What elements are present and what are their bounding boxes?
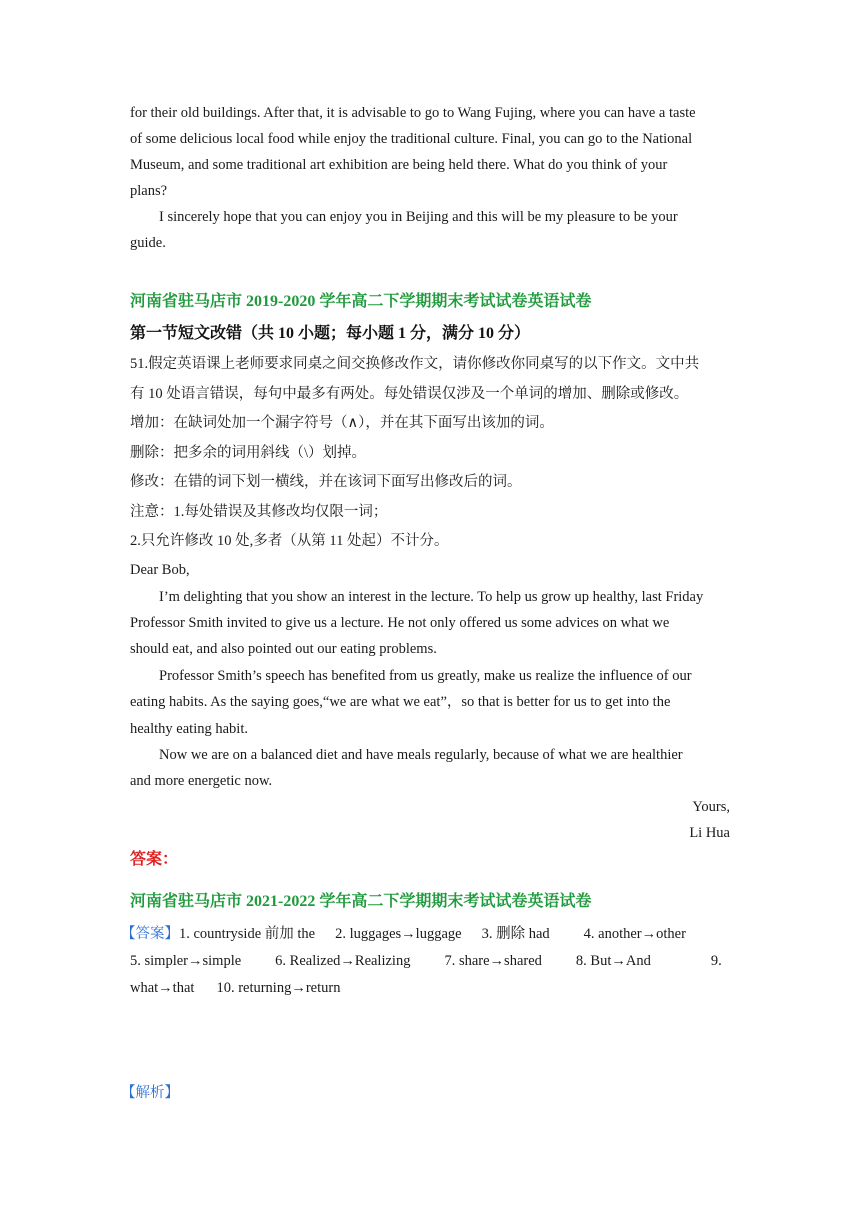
intro-line: Museum, and some traditional art exhibition are being held there. What do you think of your [130, 157, 668, 173]
question-text: 有 10 处语言错误，每句中最多有两处。每处错误仅涉及一个单词的增加、删除或修改。 [130, 385, 689, 402]
letter-line: and more energetic now. [130, 772, 273, 789]
note-1: 注意：1.每处错误及其修改均仅限一词； [130, 503, 388, 520]
question-text: 51.假定英语课上老师要求同桌之间交换修改作文，请你修改你同桌写的以下作文。文中共 [130, 356, 700, 372]
letter-closing: Yours, [692, 798, 730, 815]
letter-line: healthy eating habit. [130, 720, 248, 737]
answer-item: 7. share→shared [444, 953, 542, 969]
answer-item: 1. countryside 前加 the [179, 926, 316, 942]
answer-item: 6. Realized→Realizing [275, 953, 411, 969]
section-2019-2020 [130, 288, 730, 874]
section-2021-2022 [121, 888, 730, 1002]
intro-line: plans? [130, 183, 168, 199]
analysis-tag: 【解析】 [121, 1085, 179, 1101]
letter-line: Now we are on a balanced diet and have meals regularly, because of what we are healthier [159, 746, 683, 763]
section-title: 河南省驻马店市 2021-2022 学年高二下学期期末考试试卷英语试卷 [130, 893, 592, 910]
letter-line: should eat, and also pointed out our eating problems. [130, 640, 437, 657]
answer-item: 3. 删除 had [481, 926, 550, 942]
answer-item: 4. another→other [583, 926, 686, 942]
analysis-section [121, 1080, 730, 1107]
letter-line: eating habits. As the saying goes,“we are what we eat”，so that is better for us to get into the [130, 693, 671, 710]
answer-item: 2. luggages→luggage [335, 926, 462, 942]
letter-signature: Li Hua [689, 824, 730, 841]
rule-delete: 删除：把多余的词用斜线（\）划掉。 [130, 444, 367, 461]
intro-line: of some delicious local food while enjoy the traditional culture. Final, you can go to the National [130, 131, 693, 147]
section-title: 河南省驻马店市 2019-2020 学年高二下学期期末考试试卷英语试卷 [130, 293, 592, 310]
answer-tag: 【答案】 [121, 926, 179, 942]
intro-line: guide. [130, 235, 166, 251]
letter-line: Professor Smith’s speech has benefited from us greatly, make us realize the influence of our [159, 667, 692, 684]
intro-line: I sincerely hope that you can enjoy you in Beijing and this will be my pleasure to be your [159, 209, 678, 225]
letter-line: I’m delighting that you show an interest in the lecture. To help us grow up healthy, last Friday [159, 588, 704, 605]
note-2: 2.只允许修改 10 处,多者（从第 11 处起）不计分。 [130, 533, 449, 549]
intro-passage [130, 100, 730, 256]
answer-item: 10. returning→return [216, 980, 341, 996]
salutation: Dear Bob, [130, 561, 190, 578]
answer-line-3 [130, 975, 730, 1002]
answer-item: what→that [130, 980, 195, 996]
answer-label: 答案： [130, 850, 179, 868]
rule-add: 增加：在缺词处加一个漏字符号（∧），并在其下面写出该加的词。 [130, 415, 554, 431]
answer-item: 9. [710, 953, 722, 969]
analysis-line [121, 1080, 730, 1107]
answer-item: 8. But→And [575, 953, 651, 969]
intro-line: for their old buildings. After that, it is advisable to go to Wang Fujing, where you can have a taste [130, 105, 696, 121]
rule-modify: 修改：在错的词下划一横线，并在该词下面写出修改后的词。 [130, 474, 522, 490]
answer-line-2 [130, 948, 730, 975]
answer-line-1 [121, 921, 730, 948]
section-subtitle: 第一节短文改错（共 10 小题；每小题 1 分，满分 10 分） [130, 325, 531, 342]
letter-line: Professor Smith invited to give us a lecture. He not only offered us some advices on what we [130, 614, 670, 631]
answer-item: 5. simpler→simple [130, 953, 242, 969]
